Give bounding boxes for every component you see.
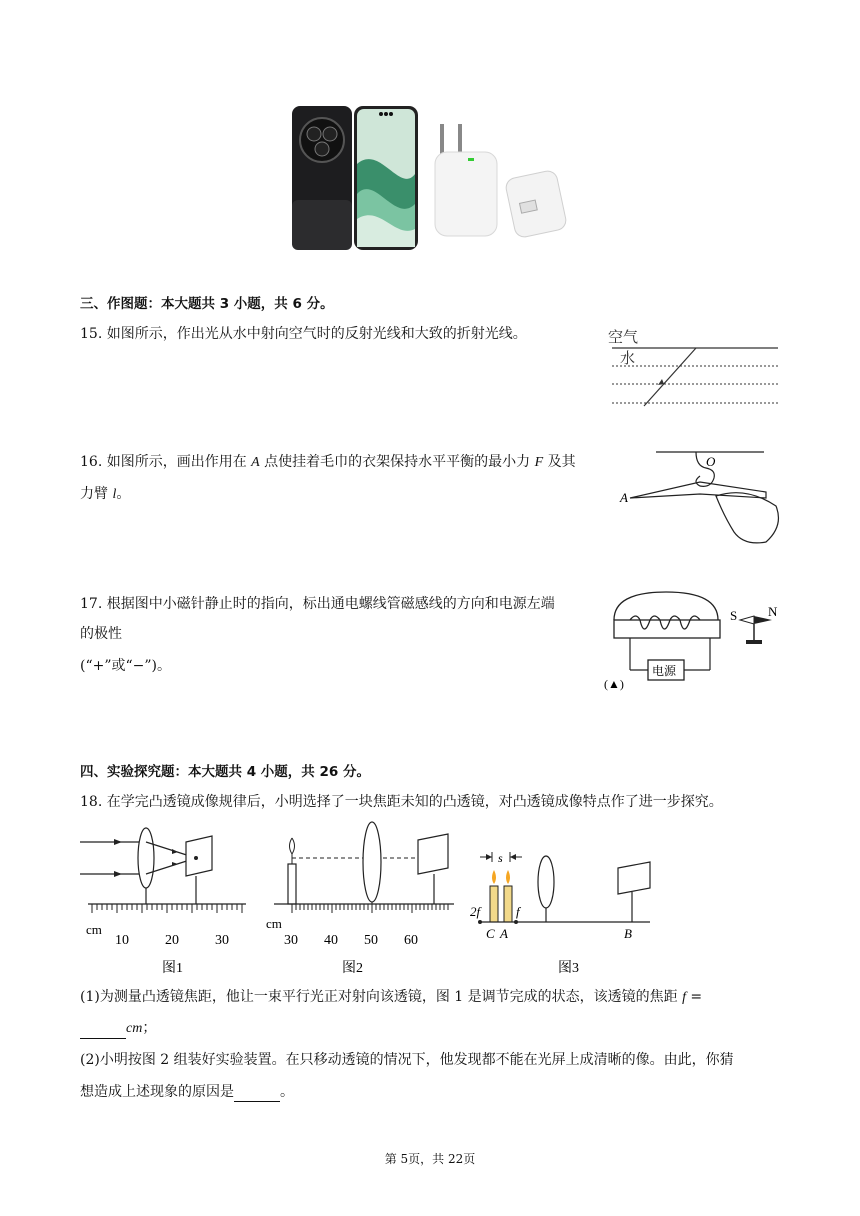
q15-figure — [606, 328, 782, 412]
fig3-label-A: A — [500, 926, 508, 941]
q15-text: 15. 如图所示，作出光从水中射向空气时的反射光线和大致的折射光线。 — [80, 326, 527, 342]
fig1-tick-10: 10 — [115, 933, 129, 948]
q16-figure — [616, 446, 786, 548]
q17-line2: 的极性 — [80, 626, 122, 642]
fig1-tick-30: 30 — [215, 933, 229, 948]
fig1-tick-20: 20 — [165, 933, 179, 948]
phone-and-charger-image — [290, 104, 586, 252]
section3-heading: 三、作图题：本大题共 3 小题，共 6 分。 — [80, 296, 334, 312]
fig3-label-f: f — [516, 904, 520, 919]
q16-line1: 16. 如图所示，画出作用在 A 点使挂着毛巾的衣架保持水平平衡的最小力 F 及其 — [80, 454, 576, 470]
fig3-caption: 图3 — [558, 961, 579, 976]
product-photo — [290, 104, 586, 252]
q18-intro: 18. 在学完凸透镜成像规律后，小明选择了一块焦距未知的凸透镜，对凸透镜成像特点作了进一步探究。 — [80, 794, 723, 810]
q17-line3: (“+”或“−”)。 — [80, 658, 172, 674]
q17-figure — [600, 586, 784, 692]
q16-line2: 力臂 l。 — [80, 486, 131, 502]
q15-water-label: 水 — [620, 351, 636, 367]
fig2-tick-60: 60 — [404, 933, 418, 948]
fig1-ruler-ticks — [92, 904, 242, 913]
q16-label-O: O — [706, 454, 716, 469]
q17-pole-mark: (▲) — [604, 677, 624, 691]
fig1-unit: cm — [86, 922, 102, 937]
fig2-tick-40: 40 — [324, 933, 338, 948]
fig2-caption: 图2 — [342, 961, 363, 976]
q17-line1: 17. 根据图中小磁针静止时的指向，标出通电螺线管磁感线的方向和电源左端 — [80, 596, 555, 612]
q17-label-S: S — [730, 608, 738, 623]
q17-label-N: N — [768, 604, 778, 619]
q18-part1-answer-blank[interactable] — [80, 1024, 126, 1039]
q18-fig3 — [468, 848, 668, 976]
q18-part2-line1: (2)小明按图 2 组装好实验装置。在只移动透镜的情况下，他发现都不能在光屏上成清晰的像。由此，你猜 — [80, 1052, 734, 1068]
fig2-tick-50: 50 — [364, 933, 378, 948]
fig2-tick-30: 30 — [284, 933, 298, 948]
q15-air-label: 空气 — [608, 330, 639, 346]
fig1-caption: 图1 — [162, 961, 183, 976]
q18-fig1 — [78, 826, 250, 976]
q18-part1-line1: (1)为测量凸透镜焦距，他让一束平行光正对射向该透镜，图 1 是调节完成的状态，该透镜的焦距 f = — [80, 989, 703, 1005]
q16-label-A: A — [620, 490, 628, 505]
q18-part2-answer-blank[interactable] — [234, 1087, 280, 1102]
fig2-unit: cm — [266, 916, 282, 931]
page-footer: 第 5页，共 22页 — [384, 1152, 476, 1166]
q17-power-label: 电源 — [652, 664, 677, 678]
fig3-label-C: C — [486, 926, 495, 941]
q18-fig2 — [264, 820, 460, 976]
fig3-label-s: s — [498, 851, 503, 865]
fig3-label-B: B — [624, 926, 632, 941]
section4-heading: 四、实验探究题：本大题共 4 小题，共 26 分。 — [80, 764, 370, 780]
q18-part2-line2: 想造成上述现象的原因是 。 — [80, 1084, 294, 1100]
fig3-label-2f: 2f — [470, 904, 481, 919]
q18-part1-line2: cm； — [80, 1018, 156, 1039]
